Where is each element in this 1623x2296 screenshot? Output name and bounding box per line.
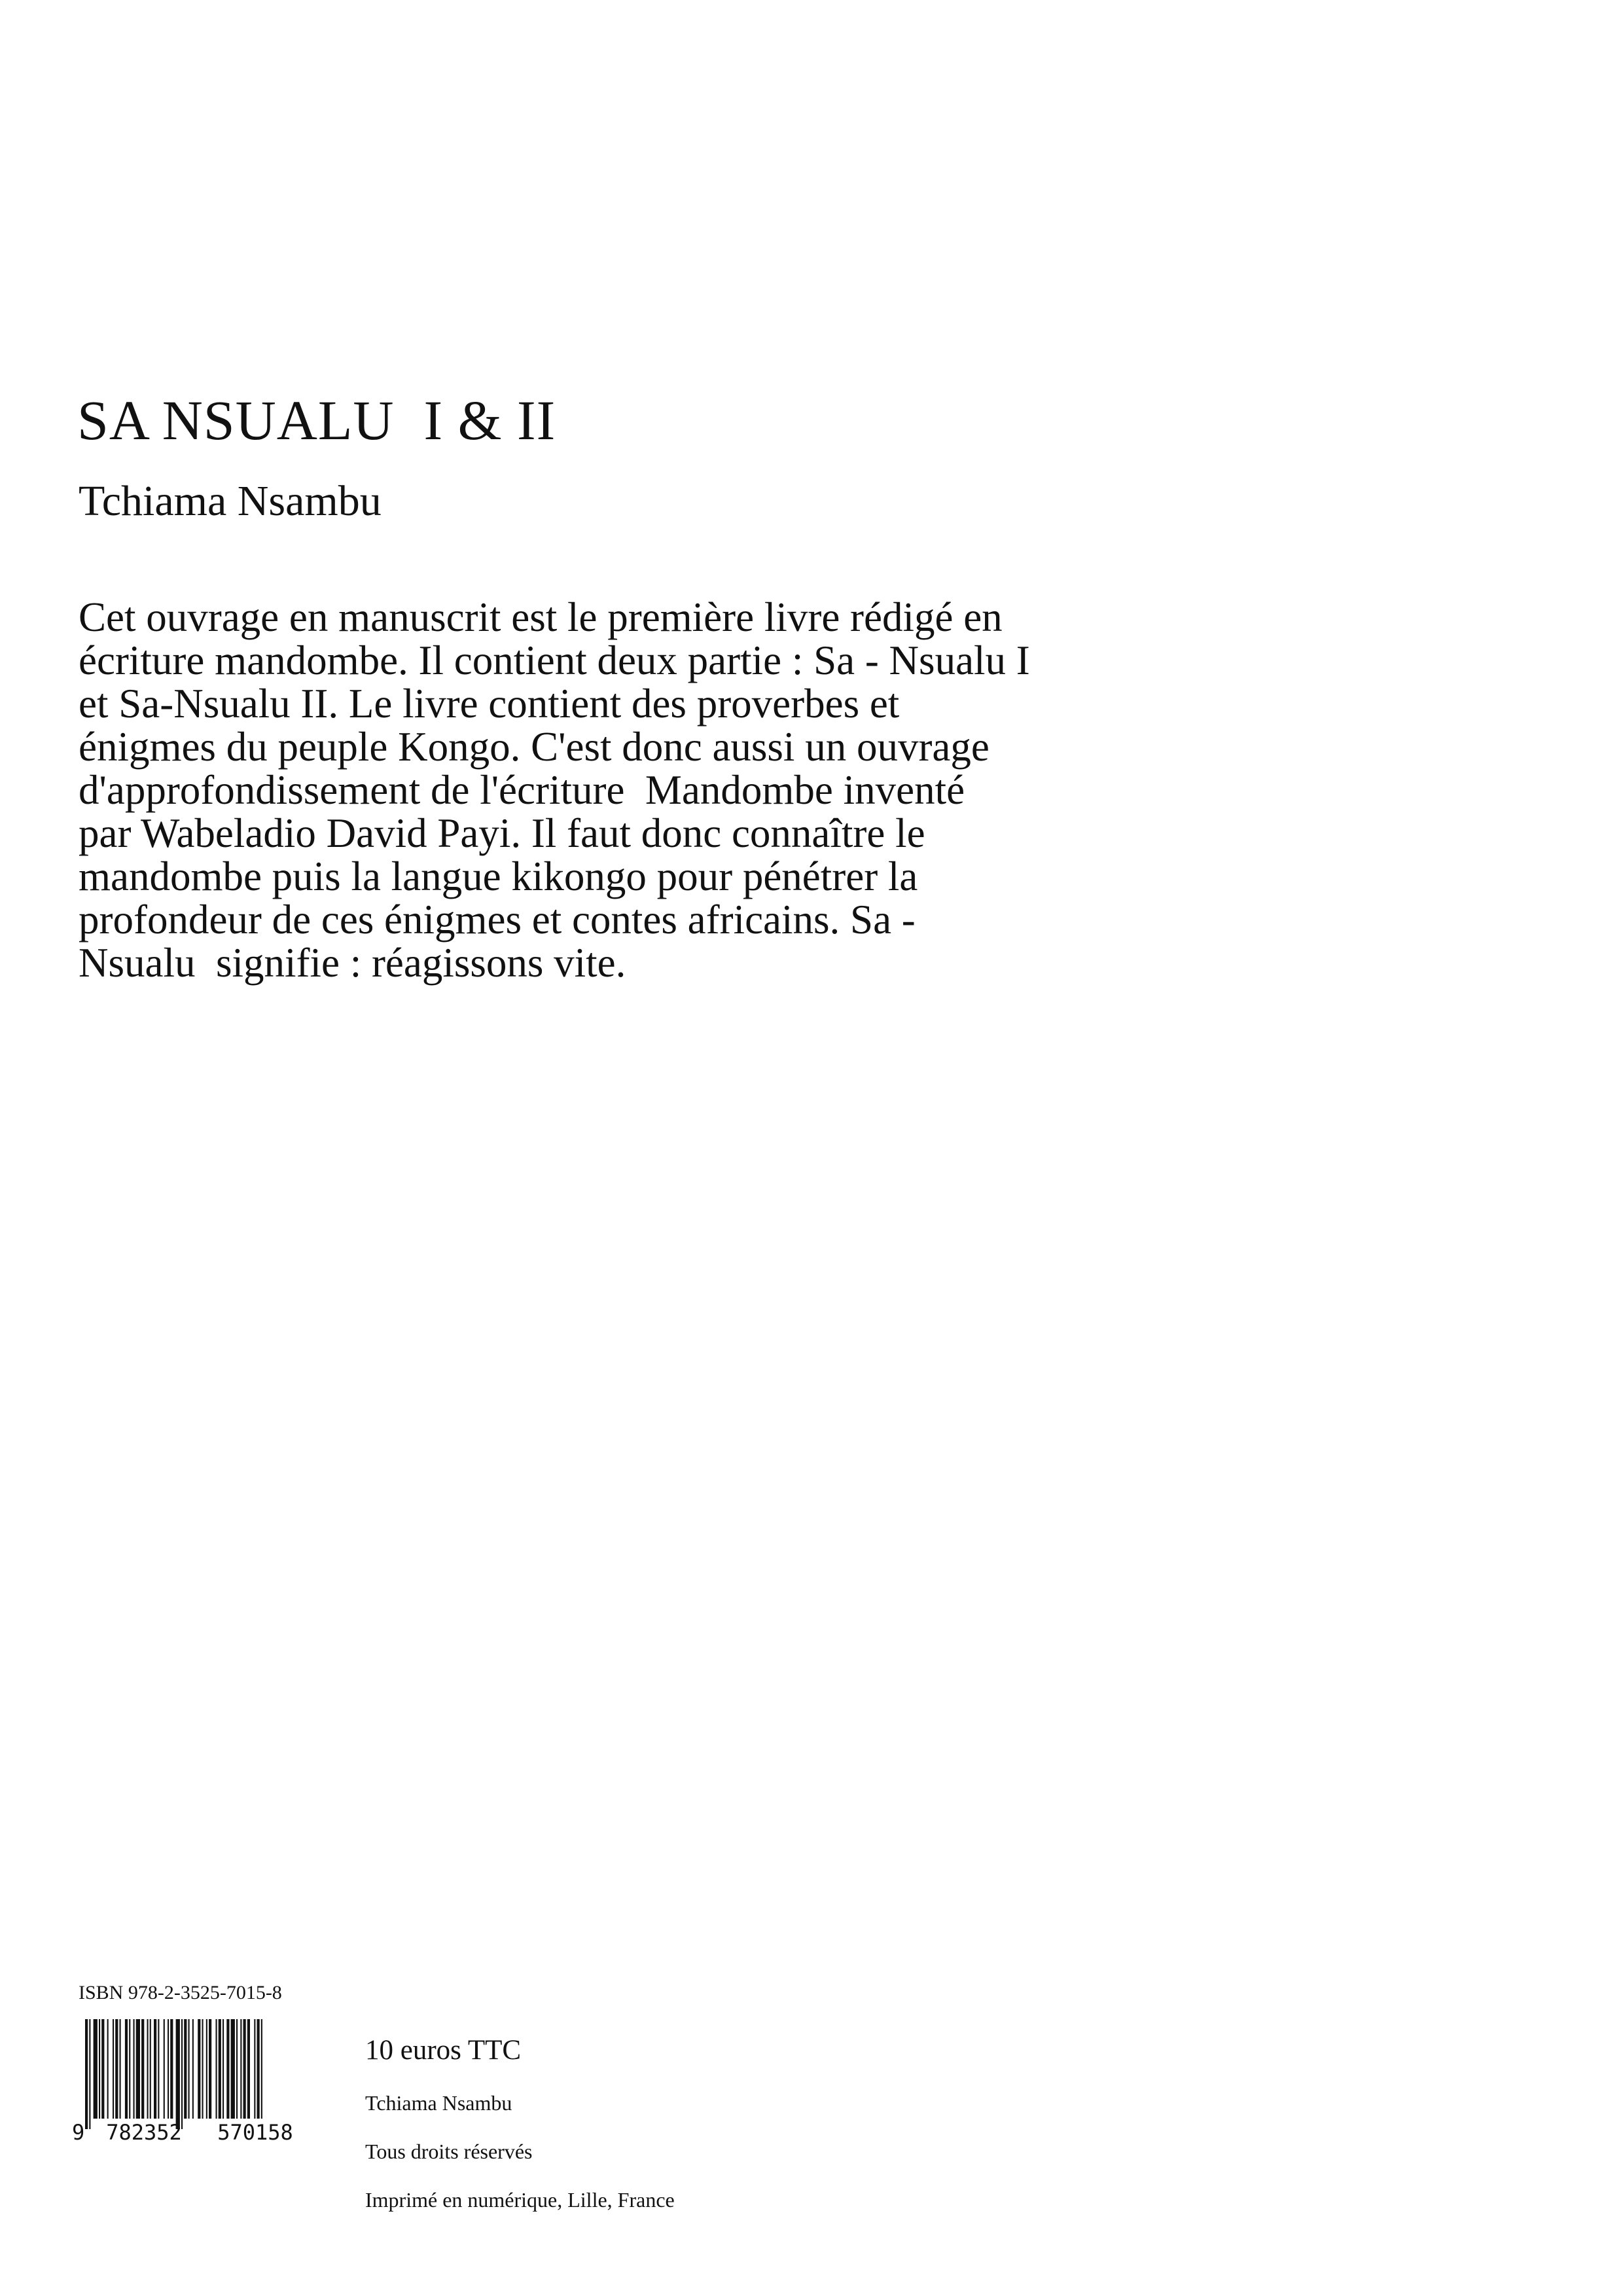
barcode-bar (141, 2019, 144, 2119)
barcode-bar (164, 2019, 165, 2119)
barcode-bars (85, 2019, 262, 2129)
barcode-bar (184, 2019, 187, 2119)
description-line: profondeur de ces énigmes et contes africains. Sa - (79, 897, 916, 942)
barcode-bar (236, 2019, 238, 2119)
barcode-left-digits: 782352 (106, 2120, 182, 2144)
barcode-bar (150, 2019, 151, 2119)
barcode-right-digits: 570158 (217, 2120, 293, 2144)
barcode-first-digit: 9 (72, 2120, 85, 2144)
barcode-bar (209, 2019, 211, 2119)
description-line: écriture mandombe. Il contient deux partie : Sa - Nsualu I (79, 637, 1030, 683)
barcode-bar (254, 2019, 255, 2119)
barcode-bar (231, 2019, 235, 2119)
barcode-bar (181, 2019, 183, 2129)
barcode-bar (134, 2019, 135, 2119)
publication-info (365, 2011, 675, 2224)
barcode-bar (168, 2019, 169, 2119)
barcode-bar (113, 2019, 114, 2119)
barcode-bar (170, 2019, 173, 2119)
barcode-bar (158, 2019, 159, 2119)
description-line: Cet ouvrage en manuscrit est le première livre rédigé en (79, 594, 1003, 640)
barcode-bar (243, 2019, 246, 2119)
description-line: et Sa-Nsualu II. Le livre contient des proverbes et (79, 681, 900, 726)
book-description (79, 596, 1322, 984)
barcode-bar (188, 2019, 190, 2119)
barcode-bar (206, 2019, 207, 2119)
isbn-label: ISBN 978-2-3525-7015-8 (79, 1982, 282, 2003)
printing-info: Imprimé en numérique, Lille, France (365, 2188, 675, 2212)
barcode-bar (226, 2019, 229, 2119)
description-line: par Wabeladio David Payi. Il faut donc connaître le (79, 810, 925, 856)
barcode-bar (115, 2019, 118, 2119)
barcode-bar (89, 2019, 90, 2129)
barcode-bar (94, 2019, 98, 2119)
barcode-bar (85, 2019, 88, 2129)
barcode-bar (107, 2019, 109, 2119)
barcode-bar (257, 2019, 260, 2119)
book-title: SA NSUALU I & II (77, 389, 556, 452)
barcode-bar (216, 2019, 217, 2119)
description-line: énigmes du peuple Kongo. C'est donc aussi un ouvrage (79, 724, 990, 770)
barcode-bar (261, 2019, 262, 2119)
isbn-barcode (65, 2019, 327, 2144)
barcode-bar (198, 2019, 200, 2119)
description-line: d'approfondissement de l'écriture Mandombe inventé (79, 767, 965, 813)
barcode-bar (99, 2019, 100, 2119)
description-line: mandombe puis la langue kikongo pour pénétrer la (79, 853, 918, 899)
barcode-bar (147, 2019, 149, 2119)
publisher-name: Tchiama Nsambu (365, 2091, 512, 2115)
barcode-bar (125, 2019, 128, 2119)
barcode-bar (223, 2019, 224, 2119)
barcode-bar (219, 2019, 221, 2119)
price-label: 10 euros TTC (365, 2035, 522, 2066)
barcode-bar (120, 2019, 121, 2119)
description-line: Nsualu signifie : réagissons vite. (79, 940, 626, 986)
barcode-bar (240, 2019, 241, 2119)
barcode-bar (192, 2019, 194, 2119)
rights-notice: Tous droits réservés (365, 2140, 533, 2163)
barcode-bar (154, 2019, 156, 2119)
barcode-bar (176, 2019, 180, 2129)
barcode-bar (136, 2019, 140, 2119)
barcode-bar (247, 2019, 250, 2119)
book-author: Tchiama Nsambu (79, 477, 382, 525)
barcode-bar (202, 2019, 204, 2119)
barcode-bar (129, 2019, 130, 2119)
barcode-bar (101, 2019, 104, 2119)
